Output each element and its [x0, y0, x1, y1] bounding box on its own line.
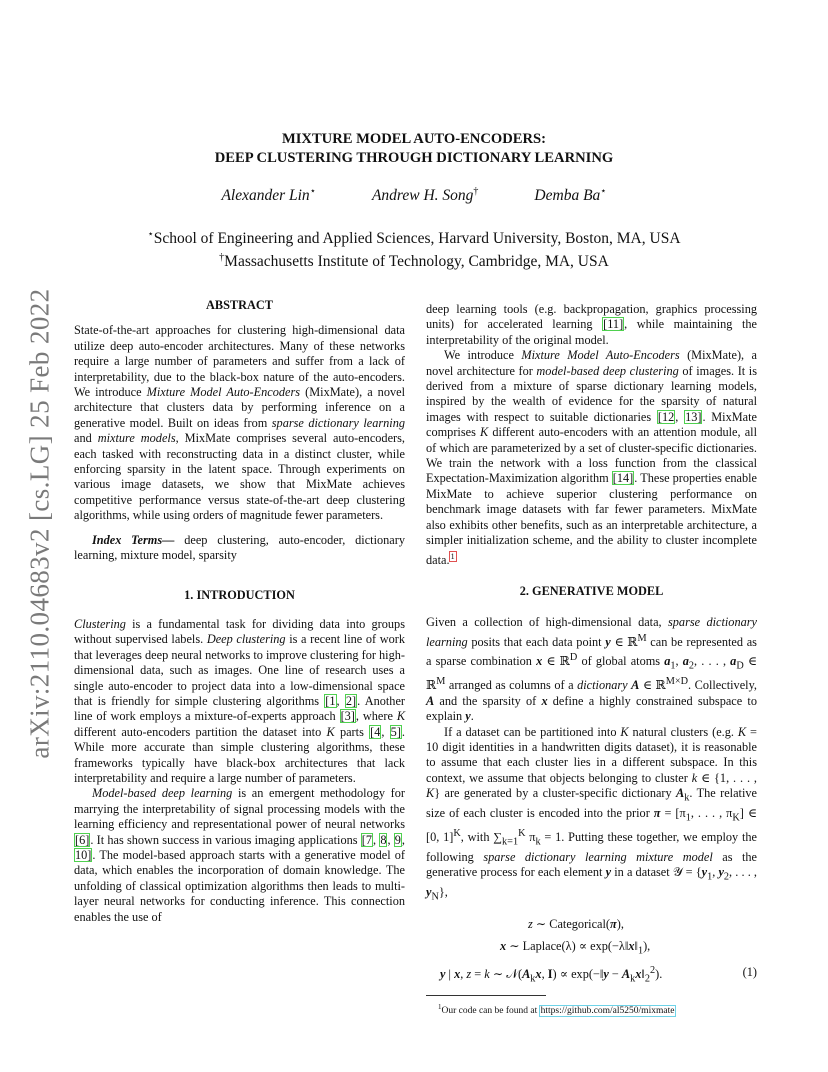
equation-1: z ∼ Categorical(π), x ∼ Laplace(λ) ∝ $\exp(-\lambda‖x‖_1)$, y | x, z = k ∼ $𝒩(A_kx$, I) ∝ exp(−‖y − $A_kx‖_2^2$). (1): [440, 917, 757, 985]
abstract-body: State-of-the-art approaches for clustering high-dimensional data utilize deep auto-encoder architectures. Many of these networks require a large number of parameters and suffer from a lack of interpretability, due to the black-box nature of the auto-encoders. We introduce Mixture Model Auto-Encoders (MixMate), a novel architecture that clusters data by performing inference on a generative model. Built on ideas from sparse dictionary learning and mixture models, MixMate comprises several auto-encoders, each tasked with reconstructing data in a distinct cluster, while enforcing sparsity in the latent space. Through experiments on various image datasets, we show that MixMate achieves competitive performance versus state-of-the-art deep clustering algorithms, while using orders of magnitude fewer parameters.: [74, 323, 406, 523]
footnote: $^1$Our code can be found at https://github.com/al5250/mixmate: [438, 1003, 675, 1017]
paper-title: MIXTURE MODEL AUTO-ENCODERS: DEEP CLUSTERING THROUGH DICTIONARY LEARNING: [214, 131, 614, 166]
author: Demba Ba⋆: [534, 186, 607, 205]
right-column: [426, 302, 757, 1020]
abstract-heading: ABSTRACT: [206, 298, 273, 312]
intro-heading: 1. INTRODUCTION: [184, 587, 295, 602]
author: Andrew H. Song†: [371, 186, 479, 205]
footnote-divider: [426, 995, 546, 996]
code-link[interactable]: https://github.com/al5250/mixmate: [540, 1006, 675, 1017]
equation-number: (1): [742, 965, 757, 979]
intro-paragraph: Clustering is a fundamental task for dividing data into groups without supervised labels. Deep clustering is a recent line of work that leverages deep neural networks to improve clustering for high-dimensional data, such as images. One line of research uses a single auto-encoder to project data into a low-dimensional space that is friendly for simple clustering algorithms [1, 2]. Another line of work employs a mixture-of-experts approach [3], where K different auto-encoders partition the dataset into K parts [4, 5]. While more accurate than simple clustering algorithms, these frameworks typically have black-box architectures that lack interpretability and require a large number of parameters.: [74, 616, 406, 785]
intro-paragraph: Model-based deep learning is an emergent methodology for marrying the interpretability of signal processing models with the learning efficiency and representational power of neural networks [6]. It has shown success in various imaging applications [7, 8, 9, 10]. The model-based approach starts with a generative model of data, which enables the incorporation of domain knowledge. The unfolding of classical optimization algorithms then leads to multi-layer neural networks for conducting inference. This connection enables the use of: [74, 786, 405, 924]
index-terms: Index Terms— deep clustering, auto-encoder, dictionary learning, mixture model, sparsity: [74, 532, 405, 563]
intro-paragraph: We introduce Mixture Model Auto-Encoders (MixMate), a novel architecture for model-based deep clustering of images. It is derived from a mixture of sparse dictionary learning models, inspired by the wealth of evidence for the sparsity of natural images with respect to suitable dictionaries [12, 13]. MixMate comprises K different auto-encoders with an attention module, all of which are parameterized by a set of cluster-specific dictionaries. We train the network with a loss function from the classical Expectation-Maximization algorithm [14]. These properties enable MixMate to achieve superior clustering performance on benchmark image datasets with far fewer parameters. MixMate also exhibits other benefits, such as an interpretable architecture, a simpler initialization scheme, and the ability to cluster incomplete data.$^1$: [426, 348, 758, 567]
author-list: [100, 186, 728, 205]
left-column: [74, 298, 405, 925]
author: Alexander Lin⋆: [221, 186, 316, 205]
intro-continued: deep learning tools (e.g. backpropagation, graphics processing units) for accelerated learning [11], while maintaining the interpretability of the original model.: [426, 302, 757, 347]
arxiv-stamp: arXiv:2110.04683v2 [cs.LG] 25 Feb 2022: [24, 287, 55, 759]
affiliations: ⋆School of Engineering and Applied Sciences, Harvard University, Boston, MA, USA †Massachusetts Institute of Technology, Cambridge, MA, USA: [147, 229, 681, 271]
gen-paragraph: Given a collection of high-dimensional data, sparse dictionary learning posits that each data point y ∈ ℝ$^M$ can be represented as a sparse combination x ∈ ℝ$^D$ of global atoms $a_1$, $a_2$, . . . , $a_D$ ∈ ℝ$^M$ arranged as columns of a dictionary A ∈ ℝ$^{M\times D}$. Collectively, A and the sparsity of x define a highly constrained subspace to explain y.: [426, 615, 758, 724]
gen-paragraph: If a dataset can be partitioned into K natural clusters (e.g. K = 10 digit identities in a handwritten digits dataset), it is reasonable to assume that each cluster lies in a different subspace. In this context, we assume that objects belonging to cluster k ∈ {1, . . . , K} are generated by a cluster-specific dictionary $A_k$. The relative size of each cluster is encoded into the prior $\pi = [\pi_1$, . . . , $\pi_K$] ∈ [0, 1]$^K$, with $\sum_{k=1}^K$ $\pi_k = 1$. Putting these together, we employ the following sparse dictionary learning mixture model as the generative process for each element y in a dataset 𝒴 = {$y_1$, $y_2$, . . . , $y_N$},: [426, 724, 757, 903]
generative-model-heading: 2. GENERATIVE MODEL: [519, 584, 664, 598]
